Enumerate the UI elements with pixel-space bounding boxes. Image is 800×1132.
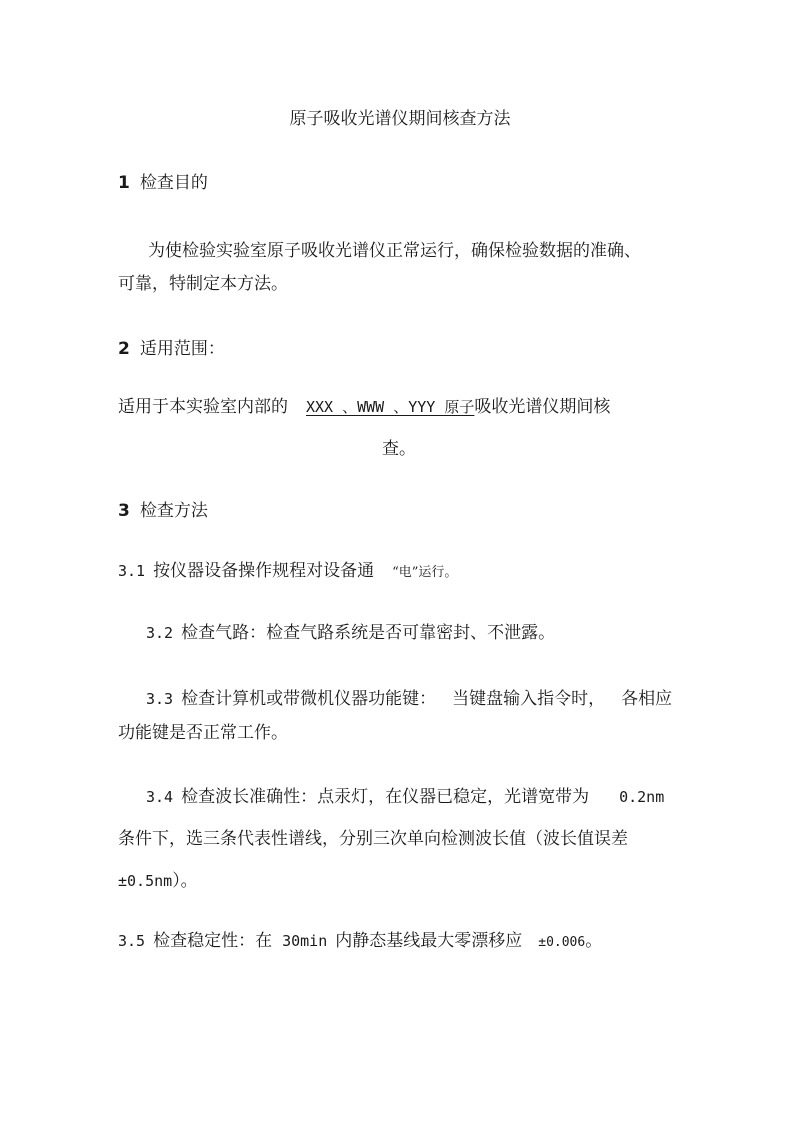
scope-prefix: 适用于本实验室内部的 bbox=[118, 397, 288, 417]
scope-line-1 bbox=[118, 396, 610, 418]
method-3-3-text-a: 检查计算机或带微机仪器功能键： bbox=[181, 689, 437, 709]
method-3-4-end: ）。 bbox=[172, 871, 198, 891]
scope-instrument-list: XXX 、WWW 、YYY 原子 bbox=[306, 398, 475, 416]
section-2-heading bbox=[118, 338, 225, 360]
purpose-line-1: 为使检验实验室原子吸收光谱仪正常运行，确保检验数据的准确、 bbox=[148, 241, 641, 261]
method-3-2-text: 检查气路：检查气路系统是否可靠密封、不泄露。 bbox=[181, 623, 556, 643]
method-3-2-number: 3.2 bbox=[146, 624, 174, 642]
section-1-title: 检查目的 bbox=[139, 173, 208, 193]
section-2-title: 适用范围： bbox=[139, 339, 225, 359]
method-3-5 bbox=[118, 930, 602, 954]
method-3-1-number: 3.1 bbox=[118, 562, 146, 580]
section-2-number: 2 bbox=[118, 339, 130, 359]
section-3-title: 检查方法 bbox=[139, 501, 208, 521]
section-1-number: 1 bbox=[118, 173, 130, 193]
method-3-1-quote: “电”运行。 bbox=[392, 565, 458, 580]
method-3-1-text: 按仪器设备操作规程对设备通 bbox=[153, 561, 375, 581]
method-3-4-line-3 bbox=[118, 870, 198, 892]
purpose-line-2: 可靠，特制定本方法。 bbox=[118, 274, 288, 294]
method-3-4-line-2: 条件下，选三条代表性谱线，分别三次单向检测波长值（波长值误差 bbox=[118, 829, 628, 849]
method-3-5-end: 。 bbox=[585, 931, 603, 951]
method-3-5-tolerance: ±0.006 bbox=[538, 935, 586, 950]
method-3-4-value: 0.2nm bbox=[619, 788, 665, 806]
method-3-5-duration: 30min bbox=[282, 932, 328, 950]
method-3-3-text-c: 各相应 bbox=[621, 689, 673, 709]
method-3-3-text-b: 当键盘输入指令时， bbox=[452, 689, 606, 709]
method-3-2 bbox=[146, 622, 555, 644]
section-1-heading bbox=[118, 172, 208, 194]
section-3-heading bbox=[118, 500, 208, 522]
method-3-4-text: 检查波长准确性：点汞灯，在仪器已稳定，光谱宽带为 bbox=[181, 787, 590, 807]
method-3-3 bbox=[146, 688, 672, 710]
method-3-5-text-b: 内静态基线最大零漂移应 bbox=[335, 931, 523, 951]
method-3-4-number: 3.4 bbox=[146, 788, 174, 806]
method-3-5-number: 3.5 bbox=[118, 932, 146, 950]
document-title: 原子吸收光谱仪期间核查方法 bbox=[289, 109, 511, 129]
method-3-4 bbox=[146, 786, 664, 808]
method-3-3-line-2: 功能键是否正常工作。 bbox=[118, 723, 288, 743]
method-3-3-number: 3.3 bbox=[146, 690, 174, 708]
scope-line-2: 查。 bbox=[382, 439, 416, 459]
method-3-5-text-a: 检查稳定性：在 bbox=[153, 931, 273, 951]
method-3-1 bbox=[118, 560, 457, 584]
scope-instruments bbox=[306, 397, 474, 417]
scope-suffix: 吸收光谱仪期间核 bbox=[474, 397, 611, 417]
method-3-4-tolerance: ±0.5nm bbox=[118, 872, 173, 890]
section-3-number: 3 bbox=[118, 501, 130, 521]
